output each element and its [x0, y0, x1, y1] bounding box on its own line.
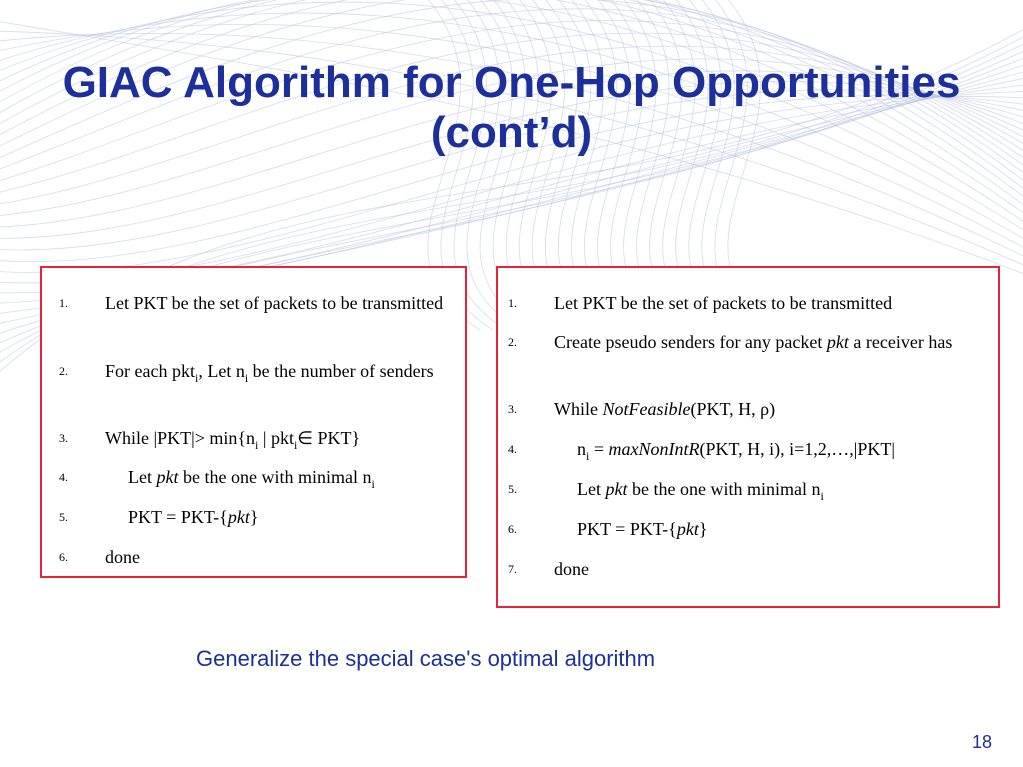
step-number: 3.: [59, 431, 68, 445]
step-number: 2.: [59, 364, 68, 378]
algorithm-box-right: [496, 266, 1000, 608]
step-text: done: [105, 547, 140, 567]
step-text: While $|PKT|> \min\{n_i$ | pkt$_i$∈ PKT}: [105, 428, 361, 452]
step-number: 4.: [508, 442, 517, 456]
step-number: 5.: [59, 510, 68, 524]
slide-title: GIAC Algorithm for One-Hop Opportunities (cont’d): [62, 58, 961, 157]
step-text: PKT = PKT-{pkt}: [577, 519, 708, 539]
step-text: PKT = PKT-{pkt}: [128, 507, 259, 527]
step-text: Let pkt be the one with minimal $n_i$: [577, 479, 824, 503]
step-number: 7.: [508, 562, 517, 576]
step-number: 3.: [508, 402, 517, 416]
step-number: 5.: [508, 482, 517, 496]
step-text: done: [554, 559, 589, 579]
step-number: 1.: [59, 296, 68, 310]
slide-subtitle: Generalize the special case's optimal algorithm: [196, 646, 656, 671]
step-text: Create pseudo senders for any packet pkt a receiver has: [554, 332, 953, 352]
step-number: 1.: [508, 296, 517, 310]
step-text: Let PKT be the set of packets to be transmitted: [554, 293, 893, 313]
step-number: 2.: [508, 335, 517, 349]
step-number: 6.: [59, 550, 68, 564]
step-text: Let pkt be the one with minimal $n_i$: [128, 467, 375, 491]
step-text: Let PKT be the set of packets to be transmitted: [105, 293, 444, 313]
step-text: For each pkt$_i$, Let $n_i$ be the number of senders: [105, 361, 434, 385]
step-number: 4.: [59, 470, 68, 484]
step-number: 6.: [508, 522, 517, 536]
step-text: $n_i$ = maxNonIntR(PKT, H, i), i=1,2,…,|PKT|: [577, 439, 896, 463]
page-number: 18: [972, 732, 993, 752]
step-text: While NotFeasible(PKT, H, ρ): [554, 399, 776, 419]
algorithm-box-left: [40, 266, 467, 578]
